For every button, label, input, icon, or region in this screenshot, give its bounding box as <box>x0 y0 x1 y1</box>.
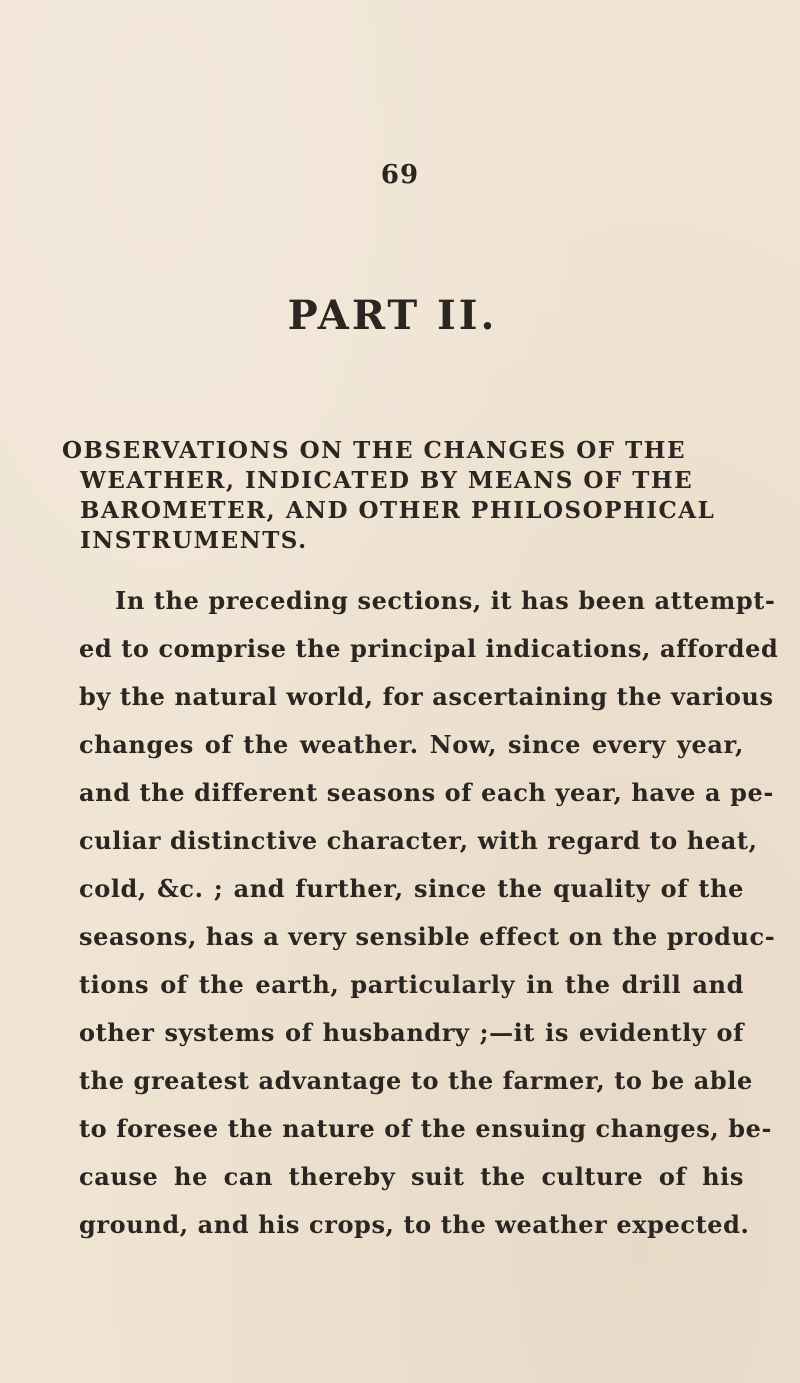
body-line: the greatest advantage to the farmer, to be able <box>79 1066 753 1095</box>
body-line: other systems of husbandry ;—it is evidently of <box>79 1018 744 1047</box>
page-number: 69 <box>380 160 420 190</box>
body-line: cause he can thereby suit the culture of his <box>79 1162 744 1191</box>
body-line: to foresee the nature of the ensuing changes, be- <box>79 1114 773 1143</box>
section-title-line: BAROMETER, AND OTHER PHILOSOPHICAL <box>80 497 716 524</box>
body-line: cold, &c. ; and further, since the quality of the <box>79 874 744 903</box>
section-title-line: OBSERVATIONS ON THE CHANGES OF THE <box>62 437 687 464</box>
body-line: and the different seasons of each year, have a pe- <box>79 778 774 807</box>
section-title <box>62 436 716 556</box>
body-line: seasons, has a very sensible effect on the produc- <box>79 922 776 951</box>
part-heading: PART II. <box>287 292 498 339</box>
body-line: changes of the weather. Now, since every year, <box>79 730 744 759</box>
body-line: In the preceding sections, it has been attempt- <box>115 586 776 615</box>
body-paragraph <box>79 577 779 1249</box>
body-line: culiar distinctive character, with regard to heat, <box>79 826 758 855</box>
body-line: ground, and his crops, to the weather expected. <box>79 1210 750 1239</box>
body-line: tions of the earth, particularly in the drill and <box>79 970 744 999</box>
section-title-line: WEATHER, INDICATED BY MEANS OF THE <box>80 467 694 494</box>
body-line: ed to comprise the principal indications, afforded <box>79 634 779 663</box>
section-title-line: INSTRUMENTS. <box>80 527 308 554</box>
body-line: by the natural world, for ascertaining the various <box>79 682 774 711</box>
